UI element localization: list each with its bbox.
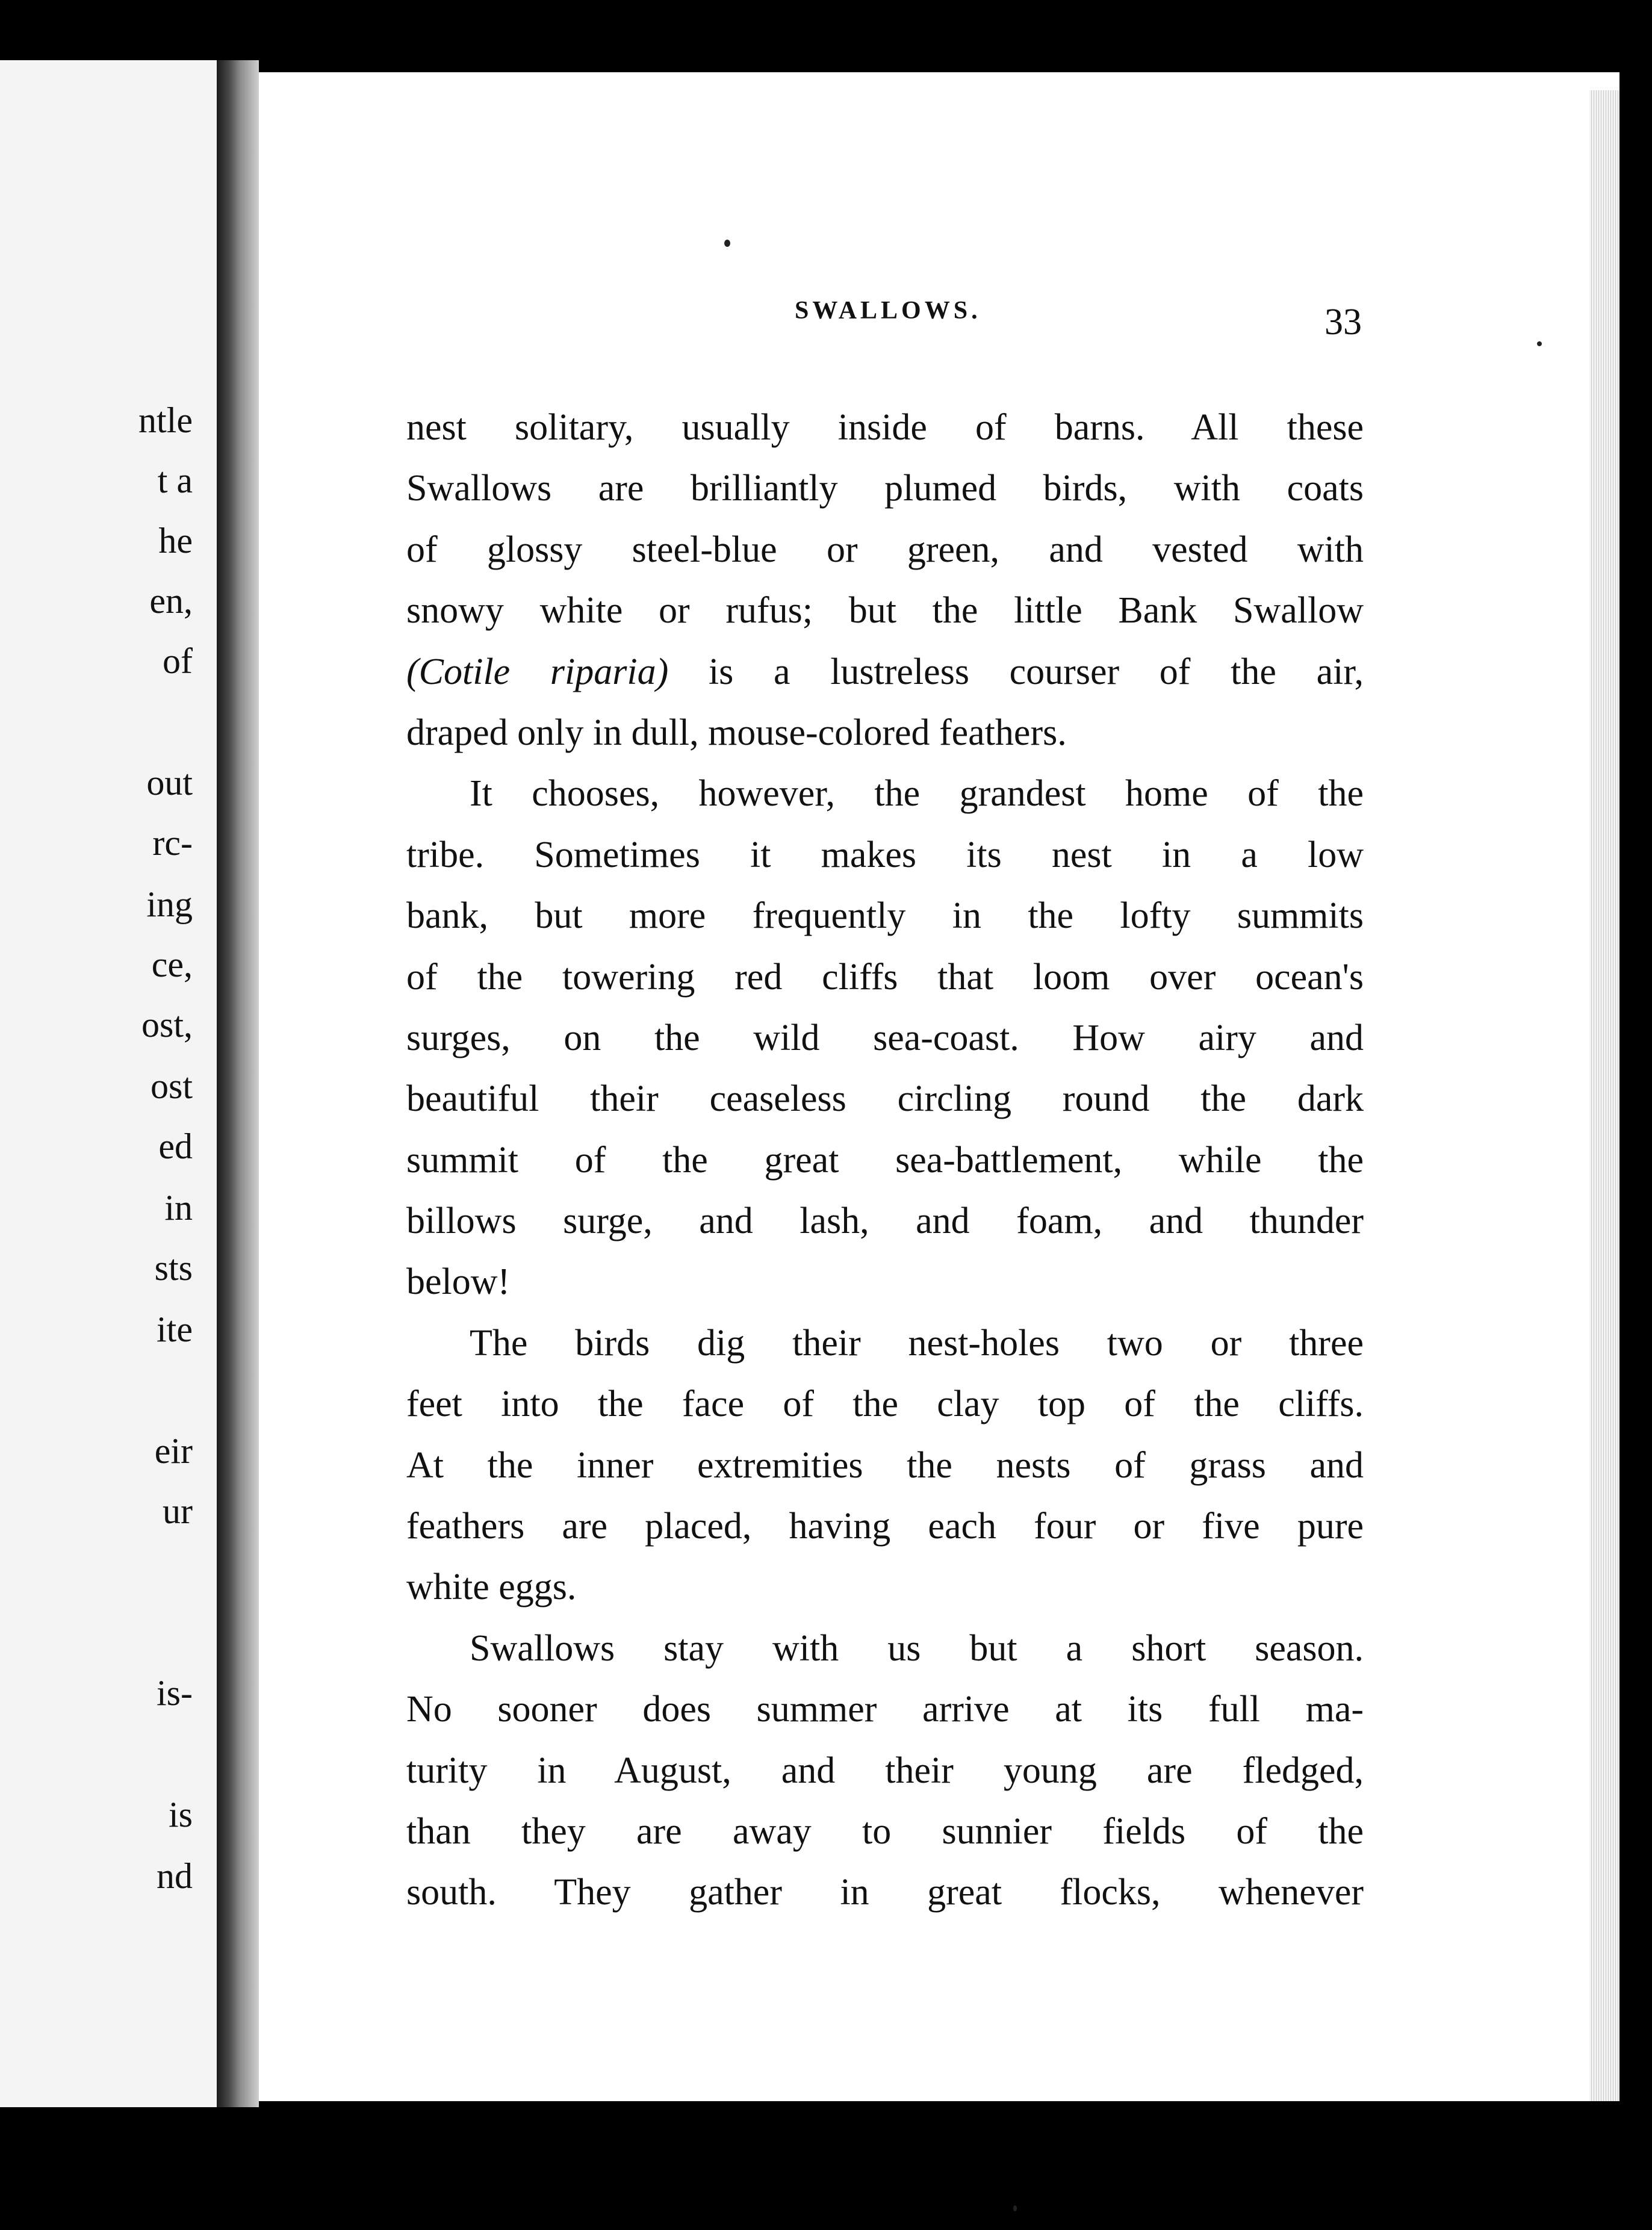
left-page-text-fragment: ite [157, 1309, 193, 1349]
page-number: 33 [1324, 302, 1362, 343]
left-page-text-fragment: ost [150, 1066, 193, 1106]
text-line: Swallows are brilliantly plumed birds, with coats [406, 468, 1364, 509]
text-line-with-italic: (Cotile riparia) is a lustreless courser of the air, [406, 651, 1364, 692]
paragraph-first-line: It chooses, however, the grandest home of the [470, 773, 1364, 815]
print-speck [1537, 341, 1542, 346]
left-page-text-fragment: in [164, 1188, 193, 1228]
left-page-text-fragment: of [163, 641, 193, 681]
left-page-text-fragment: ce, [151, 945, 193, 984]
book-gutter [217, 60, 259, 2107]
text-line: beautiful their ceaseless circling round the dark [406, 1078, 1364, 1120]
text-line: turity in August, and their young are fledged, [406, 1750, 1364, 1791]
text-line: white eggs. [406, 1567, 577, 1608]
text-line: bank, but more frequently in the lofty summits [406, 895, 1364, 937]
text-line: draped only in dull, mouse-colored feathers. [406, 712, 1067, 753]
left-page-text-fragment: ost, [141, 1005, 193, 1045]
left-page-text-fragment: he [158, 521, 193, 561]
page-edges [1589, 90, 1619, 2101]
text-line: nest solitary, usually inside of barns. All these [406, 407, 1364, 448]
text-line: of glossy steel-blue or green, and vested with [406, 529, 1364, 570]
paragraph-first-line: The birds dig their nest-holes two or three [470, 1322, 1364, 1364]
text-line: south. They gather in great flocks, whenever [406, 1872, 1364, 1913]
text-line: snowy white or rufus; but the little Bank Swallow [406, 590, 1364, 632]
text-line: tribe. Sometimes it makes its nest in a low [406, 834, 1364, 875]
print-speck [1013, 2205, 1017, 2211]
left-page-text-fragment: en, [149, 581, 193, 621]
text-line: At the inner extremities the nests of grass and [406, 1444, 1364, 1486]
text-line: below! [406, 1261, 511, 1303]
species-name-italic: (Cotile riparia) [406, 651, 669, 692]
left-page-text-fragment: ed [158, 1126, 193, 1166]
left-page-text-fragment: ing [146, 884, 193, 924]
text-line: than they are away to sunnier fields of the [406, 1810, 1364, 1852]
text-line: No sooner does summer arrive at its full ma- [406, 1689, 1364, 1730]
paragraph-first-line: Swallows stay with us but a short season. [470, 1627, 1364, 1669]
left-page-text-fragment: is [168, 1795, 193, 1834]
running-head: SWALLOWS. [795, 297, 981, 325]
text-line: surges, on the wild sea-coast. How airy and [406, 1017, 1364, 1058]
left-page-text-fragment: out [146, 763, 193, 803]
left-page-text-fragment: ntle [138, 400, 193, 440]
text-line: feathers are placed, having each four or five pure [406, 1506, 1364, 1547]
left-page-text-fragment: rc- [152, 823, 193, 863]
left-page-text-fragment: eir [154, 1431, 193, 1471]
print-speck [724, 240, 730, 247]
left-page-text-fragment: t a [157, 461, 193, 500]
previous-page-fragment [0, 60, 217, 2107]
left-page-text-fragment: is- [157, 1673, 193, 1713]
text-line: of the towering red cliffs that loom over ocean's [406, 956, 1364, 998]
body-text [406, 397, 1364, 1924]
left-page-text-fragment: nd [157, 1856, 193, 1896]
left-page-text-fragment: ur [163, 1491, 193, 1531]
text-line: billows surge, and lash, and foam, and thunder [406, 1200, 1364, 1242]
text-line: summit of the great sea-battlement, while the [406, 1139, 1364, 1181]
text-line: feet into the face of the clay top of the cliffs. [406, 1384, 1364, 1425]
left-page-text-fragment: sts [154, 1248, 193, 1288]
